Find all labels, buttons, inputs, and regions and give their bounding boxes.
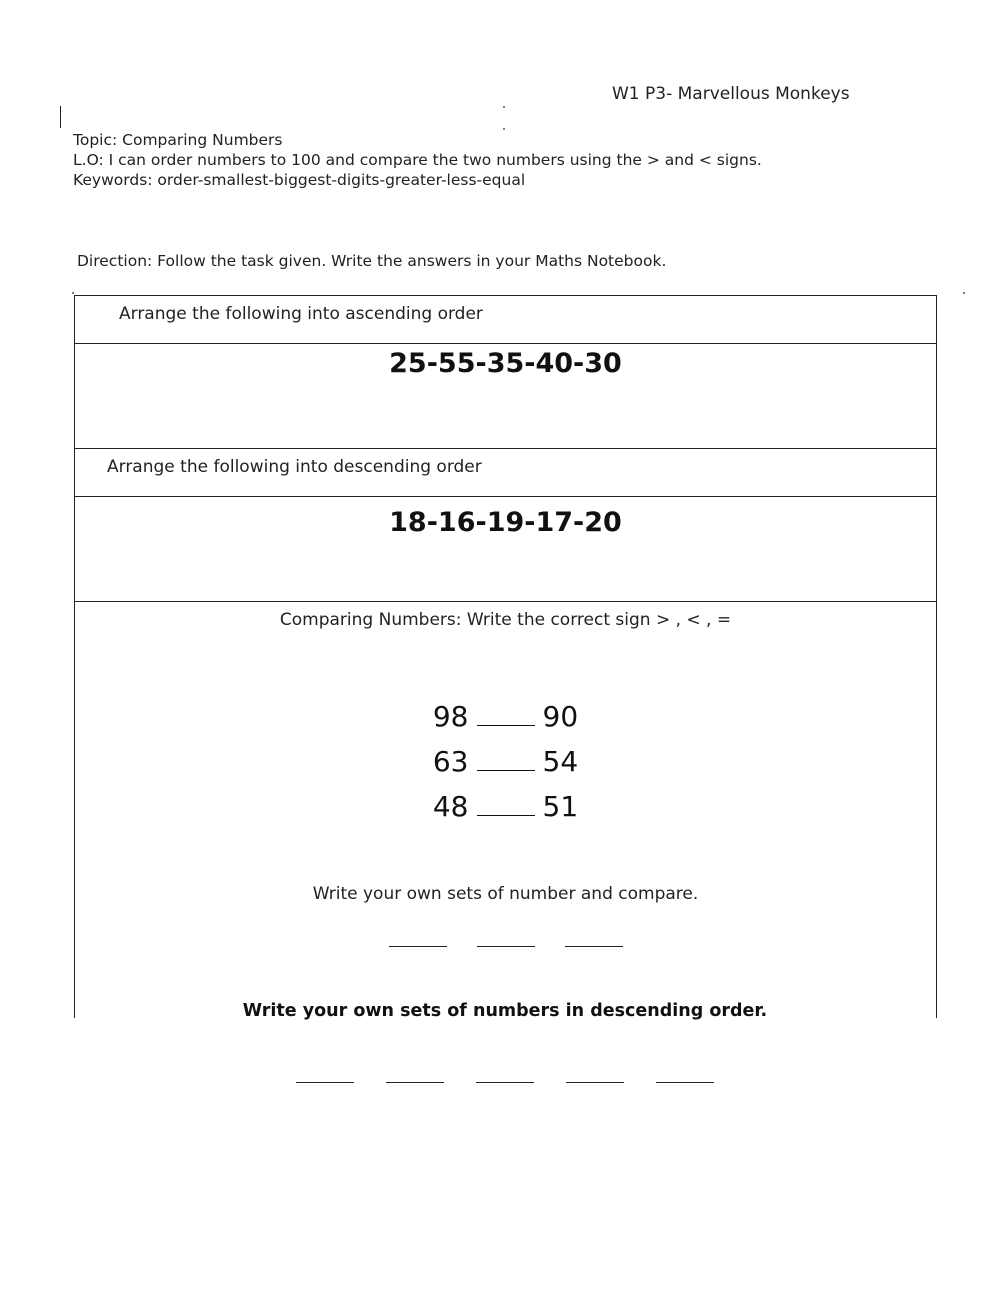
pair-left-number: 63 — [432, 745, 469, 778]
ascending-instruction: Arrange the following into ascending order — [119, 304, 483, 324]
sign-blank[interactable] — [477, 793, 535, 816]
descending-numbers-row — [75, 496, 936, 601]
text-cursor — [60, 106, 61, 128]
pair-right-number: 54 — [542, 745, 579, 778]
compare-pair — [75, 790, 936, 823]
class-label: W1 P3- Marvellous Monkeys — [612, 84, 850, 104]
own-sets-blanks — [75, 932, 936, 951]
pair-left-number: 48 — [432, 790, 469, 823]
own-descending-blanks — [0, 1068, 1000, 1087]
compare-pair — [75, 700, 936, 733]
sign-blank[interactable] — [477, 748, 535, 771]
answer-blank[interactable] — [386, 1082, 444, 1083]
answer-blank[interactable] — [476, 1082, 534, 1083]
descending-instruction: Arrange the following into descending order — [107, 457, 482, 477]
answer-blank[interactable] — [565, 946, 623, 947]
ascending-numbers: 25-55-35-40-30 — [389, 348, 622, 379]
compare-pair — [75, 745, 936, 778]
speck-mark — [963, 292, 965, 294]
speck-mark — [503, 106, 505, 108]
sign-blank[interactable] — [477, 703, 535, 726]
speck-mark — [72, 292, 74, 294]
task-table — [74, 295, 937, 1018]
answer-blank[interactable] — [656, 1082, 714, 1083]
pair-left-number: 98 — [432, 700, 469, 733]
descending-numbers: 18-16-19-17-20 — [389, 507, 622, 538]
comparing-section — [75, 601, 936, 1018]
speck-mark — [503, 128, 505, 130]
pair-right-number: 51 — [542, 790, 579, 823]
answer-blank[interactable] — [477, 946, 535, 947]
own-descending-title: Write your own sets of numbers in descending order. — [242, 1001, 768, 1021]
direction-line: Direction: Follow the task given. Write the answers in your Maths Notebook. — [77, 252, 667, 270]
topic-line: Topic: Comparing Numbers — [73, 131, 283, 149]
keywords-line: Keywords: order-smallest-biggest-digits-greater-less-equal — [73, 171, 526, 189]
learning-objective-line: L.O: I can order numbers to 100 and compare the two numbers using the > and < signs. — [73, 151, 762, 169]
answer-blank[interactable] — [566, 1082, 624, 1083]
pair-right-number: 90 — [542, 700, 579, 733]
descending-instruction-row — [75, 448, 936, 496]
ascending-numbers-row — [75, 343, 936, 448]
answer-blank[interactable] — [389, 946, 447, 947]
answer-blank[interactable] — [296, 1082, 354, 1083]
own-sets-title: Write your own sets of number and compare. — [312, 884, 699, 904]
ascending-instruction-row — [75, 295, 936, 343]
comparing-title: Comparing Numbers: Write the correct sign > , < , = — [279, 610, 732, 630]
